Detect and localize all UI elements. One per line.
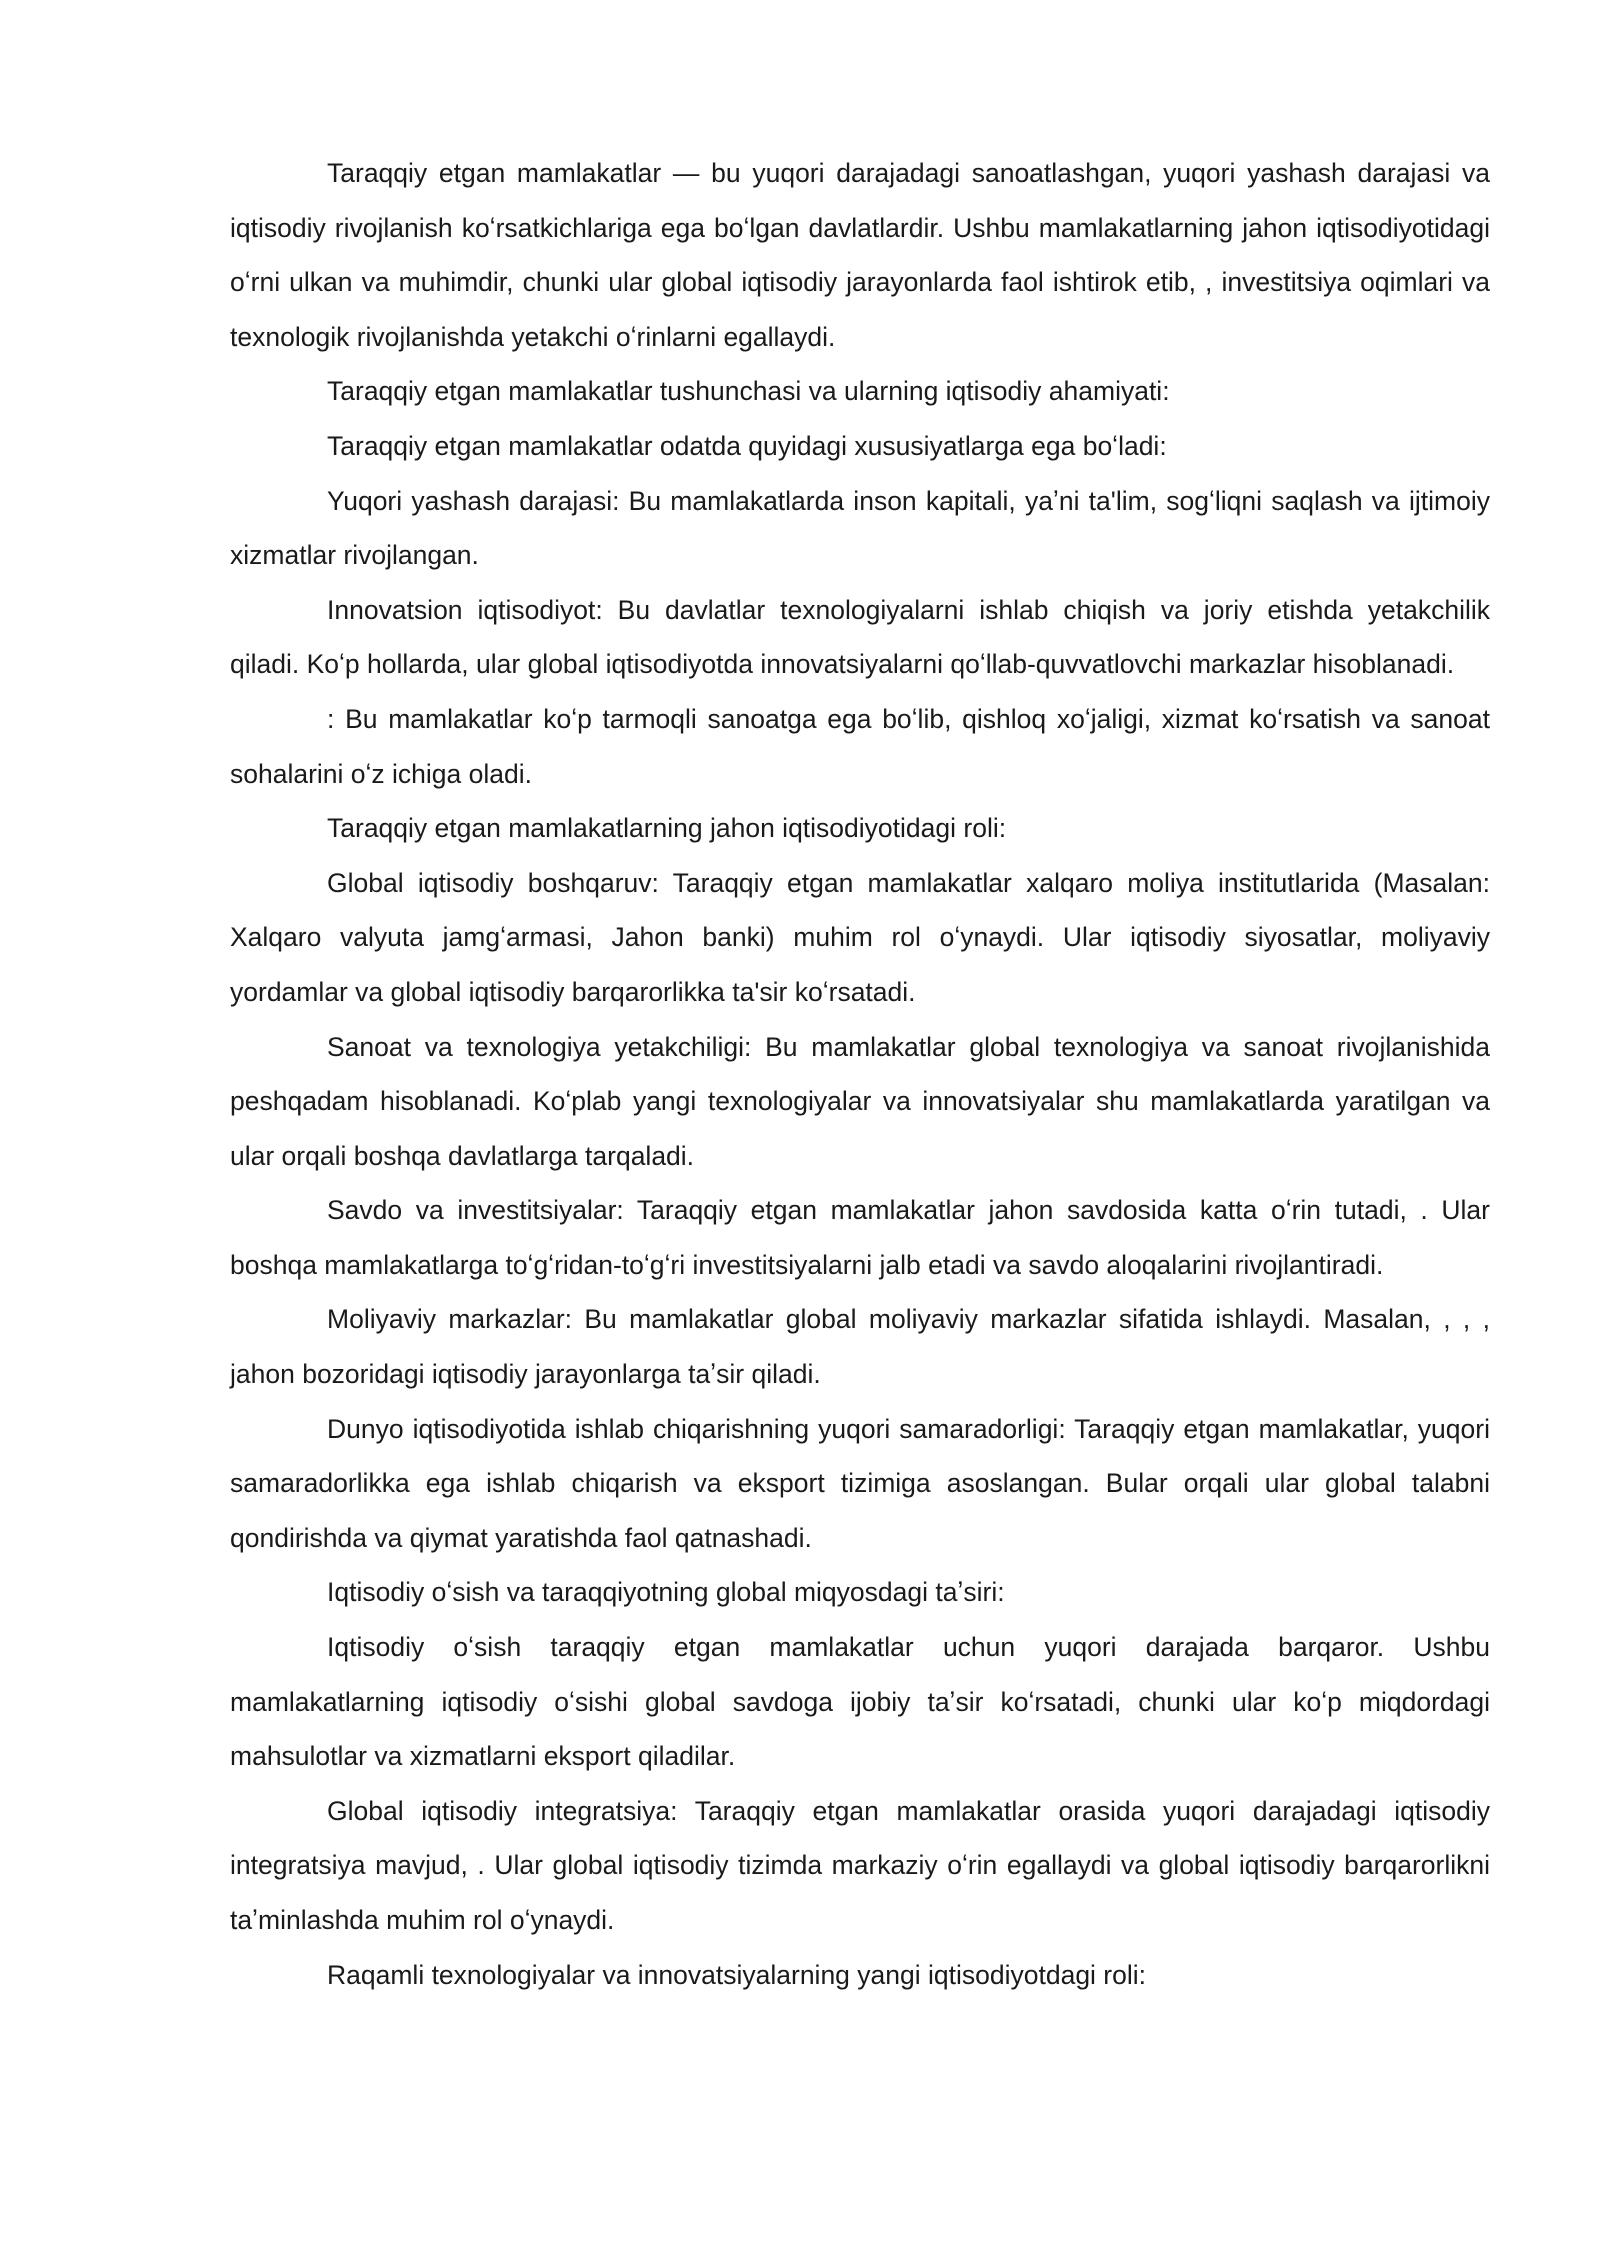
paragraph-financial-centers: Moliyaviy markazlar: Bu mamlakatlar global moliyaviy markazlar sifatida ishlaydi. Masalan, , , , jahon bozoridagi iqtisodiy jarayonlarga taʼsir qiladi. (230, 1304, 1490, 1390)
paragraph-concept-heading: Taraqqiy etgan mamlakatlar tushunchasi va ularning iqtisodiy ahamiyati: (327, 376, 1170, 407)
paragraph-growth-heading: Iqtisodiy oʻsish va taraqqiyotning global miqyosdagi taʼsiri: (327, 1577, 1005, 1608)
paragraph-productivity: Dunyo iqtisodiyotida ishlab chiqarishning yuqori samaradorligi: Taraqqiy etgan mamlakatlar, yuqori samaradorlikka ega ishlab chiqarish va eksport tizimiga asoslangan. Bular orqali ular global talabni qondirishda va qiymat yaratishda faol qatnashadi. (230, 1413, 1490, 1553)
paragraph-integration: Global iqtisodiy integratsiya: Taraqqiy etgan mamlakatlar orasida yuqori darajadagi iqtisodiy integratsiya mavjud, . Ular global iqtisodiy tizimda markaziy oʻrin egallaydi va global iqtisodiy barqarorlikni taʼminlashda muhim rol oʻynaydi. (230, 1795, 1490, 1935)
paragraph-innovative-economy: Innovatsion iqtisodiyot: Bu davlatlar texnologiyalarni ishlab chiqish va joriy etishda yetakchilik qiladi. Koʻp hollarda, ular global iqtisodiyotda innovatsiyalarni qoʻllab-quvvatlovchi markazlar hisoblanadi. (230, 594, 1490, 680)
paragraph-role-heading: Taraqqiy etgan mamlakatlarning jahon iqtisodiyotidagi roli: (327, 813, 1007, 844)
paragraph-living-standard: Yuqori yashash darajasi: Bu mamlakatlarda inson kapitali, yaʼni ta'lim, sogʻliqni saqlash va ijtimoiy xizmatlar rivojlangan. (230, 485, 1490, 571)
paragraph-digital-heading: Raqamli texnologiyalar va innovatsiyalarning yangi iqtisodiyotdagi roli: (327, 1959, 1147, 1990)
paragraph-intro: Taraqqiy etgan mamlakatlar — bu yuqori darajadagi sanoatlashgan, yuqori yashash darajasi va iqtisodiy rivojlanish koʻrsatkichlariga ega boʻlgan davlatlardir. Ushbu mamlakatlarning jahon iqtisodiyotidagi oʻrni ulkan va muhimdir, chunki ular global iqtisodiy jarayonlarda faol ishtirok etib, , investitsiya oqimlari va texnologik rivojlanishda yetakchi oʻrinlarni egallaydi. (230, 158, 1490, 352)
paragraph-diversified-industry: : Bu mamlakatlar koʻp tarmoqli sanoatga ega boʻlib, qishloq xoʻjaligi, xizmat koʻrsatish va sanoat sohalarini oʻz ichiga oladi. (230, 703, 1490, 789)
document-page (230, 146, 1490, 2002)
paragraph-features-intro: Taraqqiy etgan mamlakatlar odatda quyidagi xususiyatlarga ega boʻladi: (327, 430, 1167, 461)
paragraph-global-governance: Global iqtisodiy boshqaruv: Taraqqiy etgan mamlakatlar xalqaro moliya institutlarida (Masalan: Xalqaro valyuta jamgʻarmasi, Jahon banki) muhim rol oʻynaydi. Ular iqtisodiy siyosatlar, moliyaviy yordamlar va global iqtisodiy barqarorlikka ta'sir koʻrsatadi. (230, 867, 1490, 1007)
paragraph-industry-technology: Sanoat va texnologiya yetakchiligi: Bu mamlakatlar global texnologiya va sanoat rivojlanishida peshqadam hisoblanadi. Koʻplab yangi texnologiyalar va innovatsiyalar shu mamlakatlarda yaratilgan va ular orqali boshqa davlatlarga tarqaladi. (230, 1031, 1490, 1171)
paragraph-growth: Iqtisodiy oʻsish taraqqiy etgan mamlakatlar uchun yuqori darajada barqaror. Ushbu mamlakatlarning iqtisodiy oʻsishi global savdoga ijobiy taʼsir koʻrsatadi, chunki ular koʻp miqdordagi mahsulotlar va xizmatlarni eksport qiladilar. (230, 1632, 1490, 1772)
paragraph-trade-investment: Savdo va investitsiyalar: Taraqqiy etgan mamlakatlar jahon savdosida katta oʻrin tutadi, . Ular boshqa mamlakatlarga toʻgʻridan-toʻgʻri investitsiyalarni jalb etadi va savdo aloqalarini rivojlantiradi. (230, 1195, 1490, 1280)
